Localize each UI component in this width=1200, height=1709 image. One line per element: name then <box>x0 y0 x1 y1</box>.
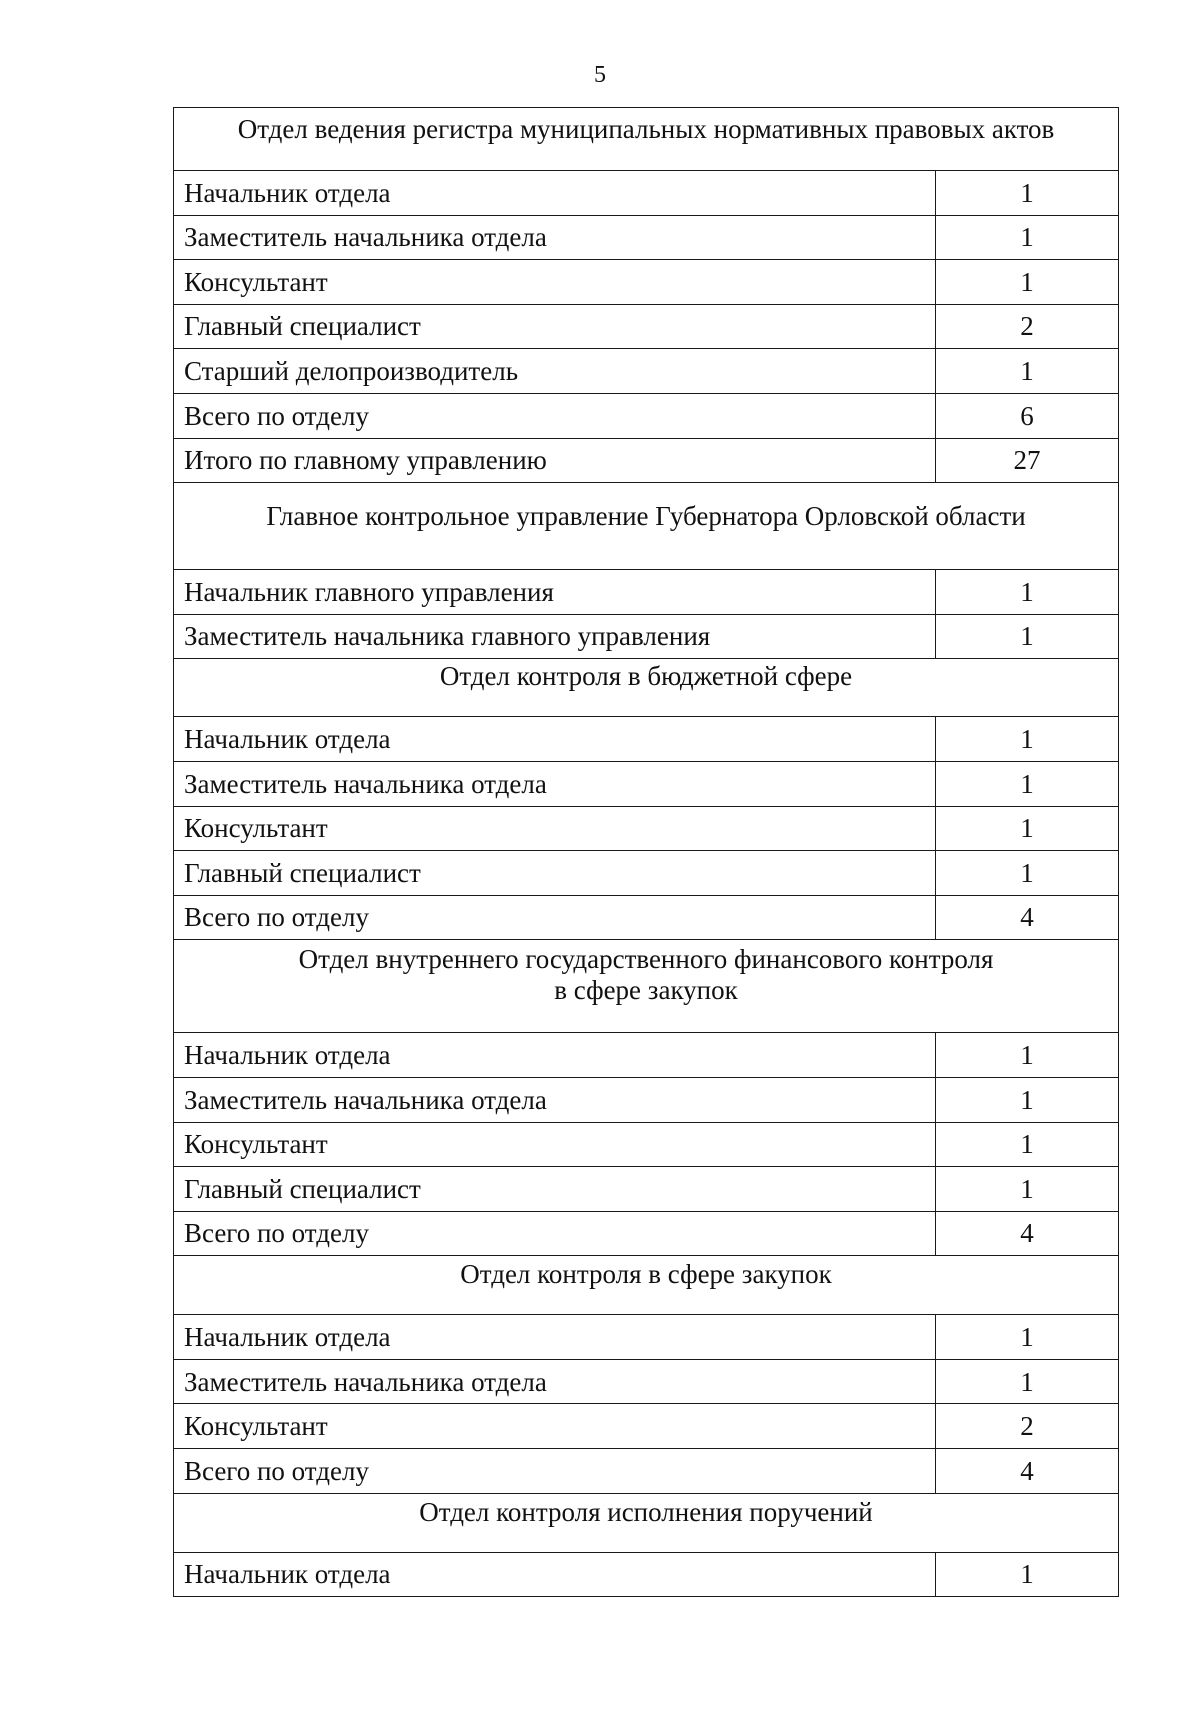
table-row <box>174 215 1119 260</box>
position-name: Консультант <box>174 1122 936 1167</box>
section-title <box>174 108 1119 171</box>
table-row <box>174 1315 1119 1360</box>
position-name: Начальник отдела <box>174 1315 936 1360</box>
section-header-row <box>174 659 1119 717</box>
position-name: Заместитель начальника отдела <box>174 1077 936 1122</box>
table-row <box>174 304 1119 349</box>
position-name: Главный специалист <box>174 851 936 896</box>
position-count: 2 <box>936 1404 1119 1449</box>
position-name: Заместитель начальника отдела <box>174 1359 936 1404</box>
position-count: 1 <box>936 761 1119 806</box>
position-name: Начальник отдела <box>174 1552 936 1597</box>
section-header-row <box>174 108 1119 171</box>
section-title <box>174 1493 1119 1552</box>
position-count: 1 <box>936 1315 1119 1360</box>
position-name: Начальник отдела <box>174 717 936 762</box>
position-count: 1 <box>936 1167 1119 1212</box>
position-name: Всего по отделу <box>174 393 936 438</box>
position-count: 4 <box>936 895 1119 940</box>
position-name: Начальник отдела <box>174 171 936 216</box>
position-name: Консультант <box>174 806 936 851</box>
section-title-line: Главное контрольное управление Губернатора Орловской области <box>266 501 1026 532</box>
position-name: Начальник отдела <box>174 1033 936 1078</box>
position-count: 1 <box>936 215 1119 260</box>
section-title <box>174 940 1119 1033</box>
table-row <box>174 717 1119 762</box>
table-row <box>174 614 1119 659</box>
position-name: Старший делопроизводитель <box>174 349 936 394</box>
page-number: 5 <box>594 62 606 88</box>
position-count: 1 <box>936 1033 1119 1078</box>
table-row <box>174 1211 1119 1256</box>
position-count: 27 <box>936 438 1119 483</box>
position-name: Всего по отделу <box>174 1211 936 1256</box>
position-name: Заместитель начальника главного управления <box>174 614 936 659</box>
position-name: Всего по отделу <box>174 895 936 940</box>
table-row <box>174 851 1119 896</box>
position-count: 4 <box>936 1449 1119 1494</box>
position-count: 1 <box>936 570 1119 615</box>
section-header-row <box>174 483 1119 570</box>
position-name: Главный специалист <box>174 304 936 349</box>
position-count: 1 <box>936 1552 1119 1597</box>
section-title-line: Отдел внутреннего государственного финансового контроля <box>298 944 994 975</box>
section-title-line: в сфере закупок <box>554 974 738 1005</box>
table-row <box>174 1404 1119 1449</box>
table-row <box>174 171 1119 216</box>
position-count: 6 <box>936 393 1119 438</box>
section-title <box>174 659 1119 717</box>
table-row <box>174 1122 1119 1167</box>
position-count: 1 <box>936 1122 1119 1167</box>
position-count: 1 <box>936 171 1119 216</box>
position-count: 1 <box>936 717 1119 762</box>
staff-table <box>173 107 1119 1597</box>
table-row <box>174 1359 1119 1404</box>
section-title-line: Отдел контроля исполнения поручений <box>419 1496 873 1527</box>
section-title <box>174 1256 1119 1315</box>
section-title-line: Отдел ведения регистра муниципальных нормативных правовых актов <box>237 114 1055 144</box>
position-name: Заместитель начальника отдела <box>174 215 936 260</box>
position-name: Консультант <box>174 1404 936 1449</box>
position-name: Итого по главному управлению <box>174 438 936 483</box>
position-count: 1 <box>936 851 1119 896</box>
table-row <box>174 895 1119 940</box>
table-row <box>174 393 1119 438</box>
position-count: 1 <box>936 1359 1119 1404</box>
table-row <box>174 1167 1119 1212</box>
position-name: Всего по отделу <box>174 1449 936 1494</box>
table-row <box>174 806 1119 851</box>
section-title-line: Отдел контроля в сфере закупок <box>460 1259 832 1290</box>
position-name: Консультант <box>174 260 936 305</box>
section-header-row <box>174 940 1119 1033</box>
table-row <box>174 570 1119 615</box>
position-count: 1 <box>936 1077 1119 1122</box>
position-count: 2 <box>936 304 1119 349</box>
position-count: 1 <box>936 349 1119 394</box>
position-count: 1 <box>936 614 1119 659</box>
position-count: 1 <box>936 806 1119 851</box>
table-row <box>174 438 1119 483</box>
table-row <box>174 349 1119 394</box>
section-title <box>174 483 1119 570</box>
table-row <box>174 260 1119 305</box>
section-header-row <box>174 1493 1119 1552</box>
table-row <box>174 1449 1119 1494</box>
table-row <box>174 1077 1119 1122</box>
table-row <box>174 1033 1119 1078</box>
table-row <box>174 761 1119 806</box>
position-name: Главный специалист <box>174 1167 936 1212</box>
position-count: 1 <box>936 260 1119 305</box>
section-title-line: Отдел контроля в бюджетной сфере <box>439 661 853 692</box>
position-name: Начальник главного управления <box>174 570 936 615</box>
table-row <box>174 1552 1119 1597</box>
section-header-row <box>174 1256 1119 1315</box>
position-name: Заместитель начальника отдела <box>174 761 936 806</box>
position-count: 4 <box>936 1211 1119 1256</box>
